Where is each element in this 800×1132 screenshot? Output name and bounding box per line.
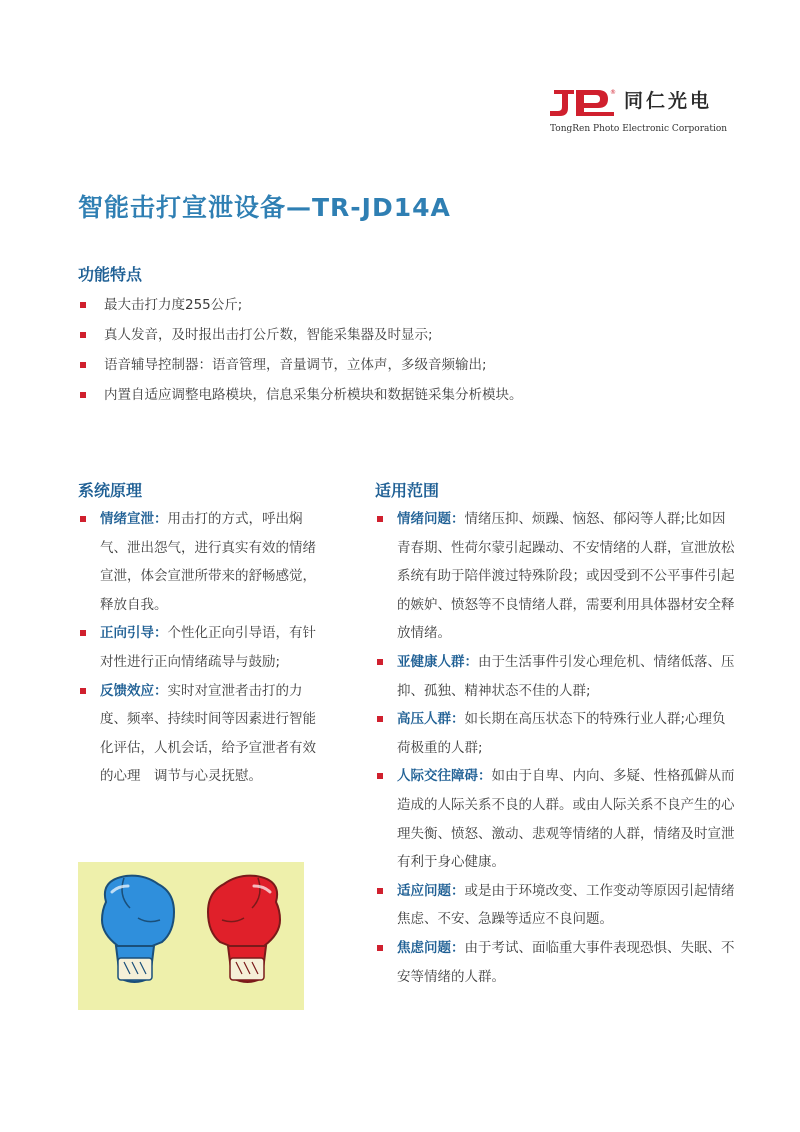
features-list (78, 290, 758, 410)
list-item: 内置自适应调整电路模块，信息采集分析模块和数据链采集分析模块。 (78, 380, 758, 410)
list-item: 高压人群：如长期在高压状态下的特殊行业人群;心理负荷极重的人群; (375, 705, 735, 762)
bullet-icon (80, 630, 86, 636)
bullet-icon (80, 302, 86, 308)
bullet-icon (80, 392, 86, 398)
list-item: 真人发音，及时报出击打公斤数，智能采集器及时显示; (78, 320, 758, 350)
boxing-gloves-illustration (78, 862, 304, 1010)
list-item: 语音辅导控制器：语音管理，音量调节，立体声，多级音频输出; (78, 350, 758, 380)
company-name-en: TongRen Photo Electronic Corporation (550, 124, 728, 134)
bullet-icon (377, 773, 383, 779)
bullet-icon (377, 945, 383, 951)
bullet-icon (80, 516, 86, 522)
list-item: 亚健康人群：由于生活事件引发心理危机、情绪低落、压抑、孤独、精神状态不佳的人群; (375, 648, 735, 705)
list-item: 人际交往障碍：如由于自卑、内向、多疑、性格孤僻从而造成的人际关系不良的人群。或由人际关系不良产生的心理失衡、愤怒、激动、悲观等情绪的人群，情绪及时宣泄有利于身心健康。 (375, 762, 735, 876)
bullet-icon (80, 362, 86, 368)
list-item: 焦虑问题：由于考试、面临重大事件表现恐惧、失眠、不安等情绪的人群。 (375, 934, 735, 991)
scope-list (375, 505, 735, 991)
list-item: 正向引导：个性化正向引导语，有针对性进行正向情绪疏导与鼓励; (78, 619, 318, 676)
page-title: 智能击打宣泄设备—TR-JD14A (78, 193, 451, 222)
principle-list (78, 505, 318, 791)
company-name-cn: 同仁光电 (624, 90, 713, 112)
bullet-icon (80, 332, 86, 338)
bullet-icon (377, 888, 383, 894)
company-logo (548, 84, 738, 140)
scope-heading: 适用范围 (375, 481, 440, 500)
list-item: 情绪宣泄：用击打的方式，呼出焖气、泄出怨气，进行真实有效的情绪宣泄，体会宣泄所带来的舒畅感觉，释放自我。 (78, 505, 318, 619)
red-glove-icon (208, 876, 280, 982)
list-item: 适应问题：或是由于环境改变、工作变动等原因引起情绪焦虑、不安、急躁等适应不良问题。 (375, 877, 735, 934)
bullet-icon (377, 716, 383, 722)
bullet-icon (377, 516, 383, 522)
list-item: 情绪问题：情绪压抑、烦躁、恼怒、郁闷等人群;比如因青春期、性荷尔蒙引起躁动、不安情绪的人群，宣泄放松系统有助于陪伴渡过特殊阶段；或因受到不公平事件引起的嫉妒、愤怒等不良情绪人群，需要利用具体器材安全释放情绪。 (375, 505, 735, 648)
features-heading: 功能特点 (78, 265, 143, 284)
list-item: 反馈效应：实时对宣泄者击打的力度、频率、持续时间等因素进行智能化评估，人机会话，给予宣泄者有效的心理 调节与心灵抚慰。 (78, 677, 318, 791)
svg-text:®: ® (610, 89, 616, 96)
bullet-icon (80, 688, 86, 694)
blue-glove-icon (102, 876, 174, 982)
boxing-gloves-icon (78, 862, 304, 1010)
tongren-logo-mark-icon (548, 84, 618, 120)
list-item: 最大击打力度255公斤; (78, 290, 758, 320)
bullet-icon (377, 659, 383, 665)
principle-heading: 系统原理 (78, 481, 143, 500)
